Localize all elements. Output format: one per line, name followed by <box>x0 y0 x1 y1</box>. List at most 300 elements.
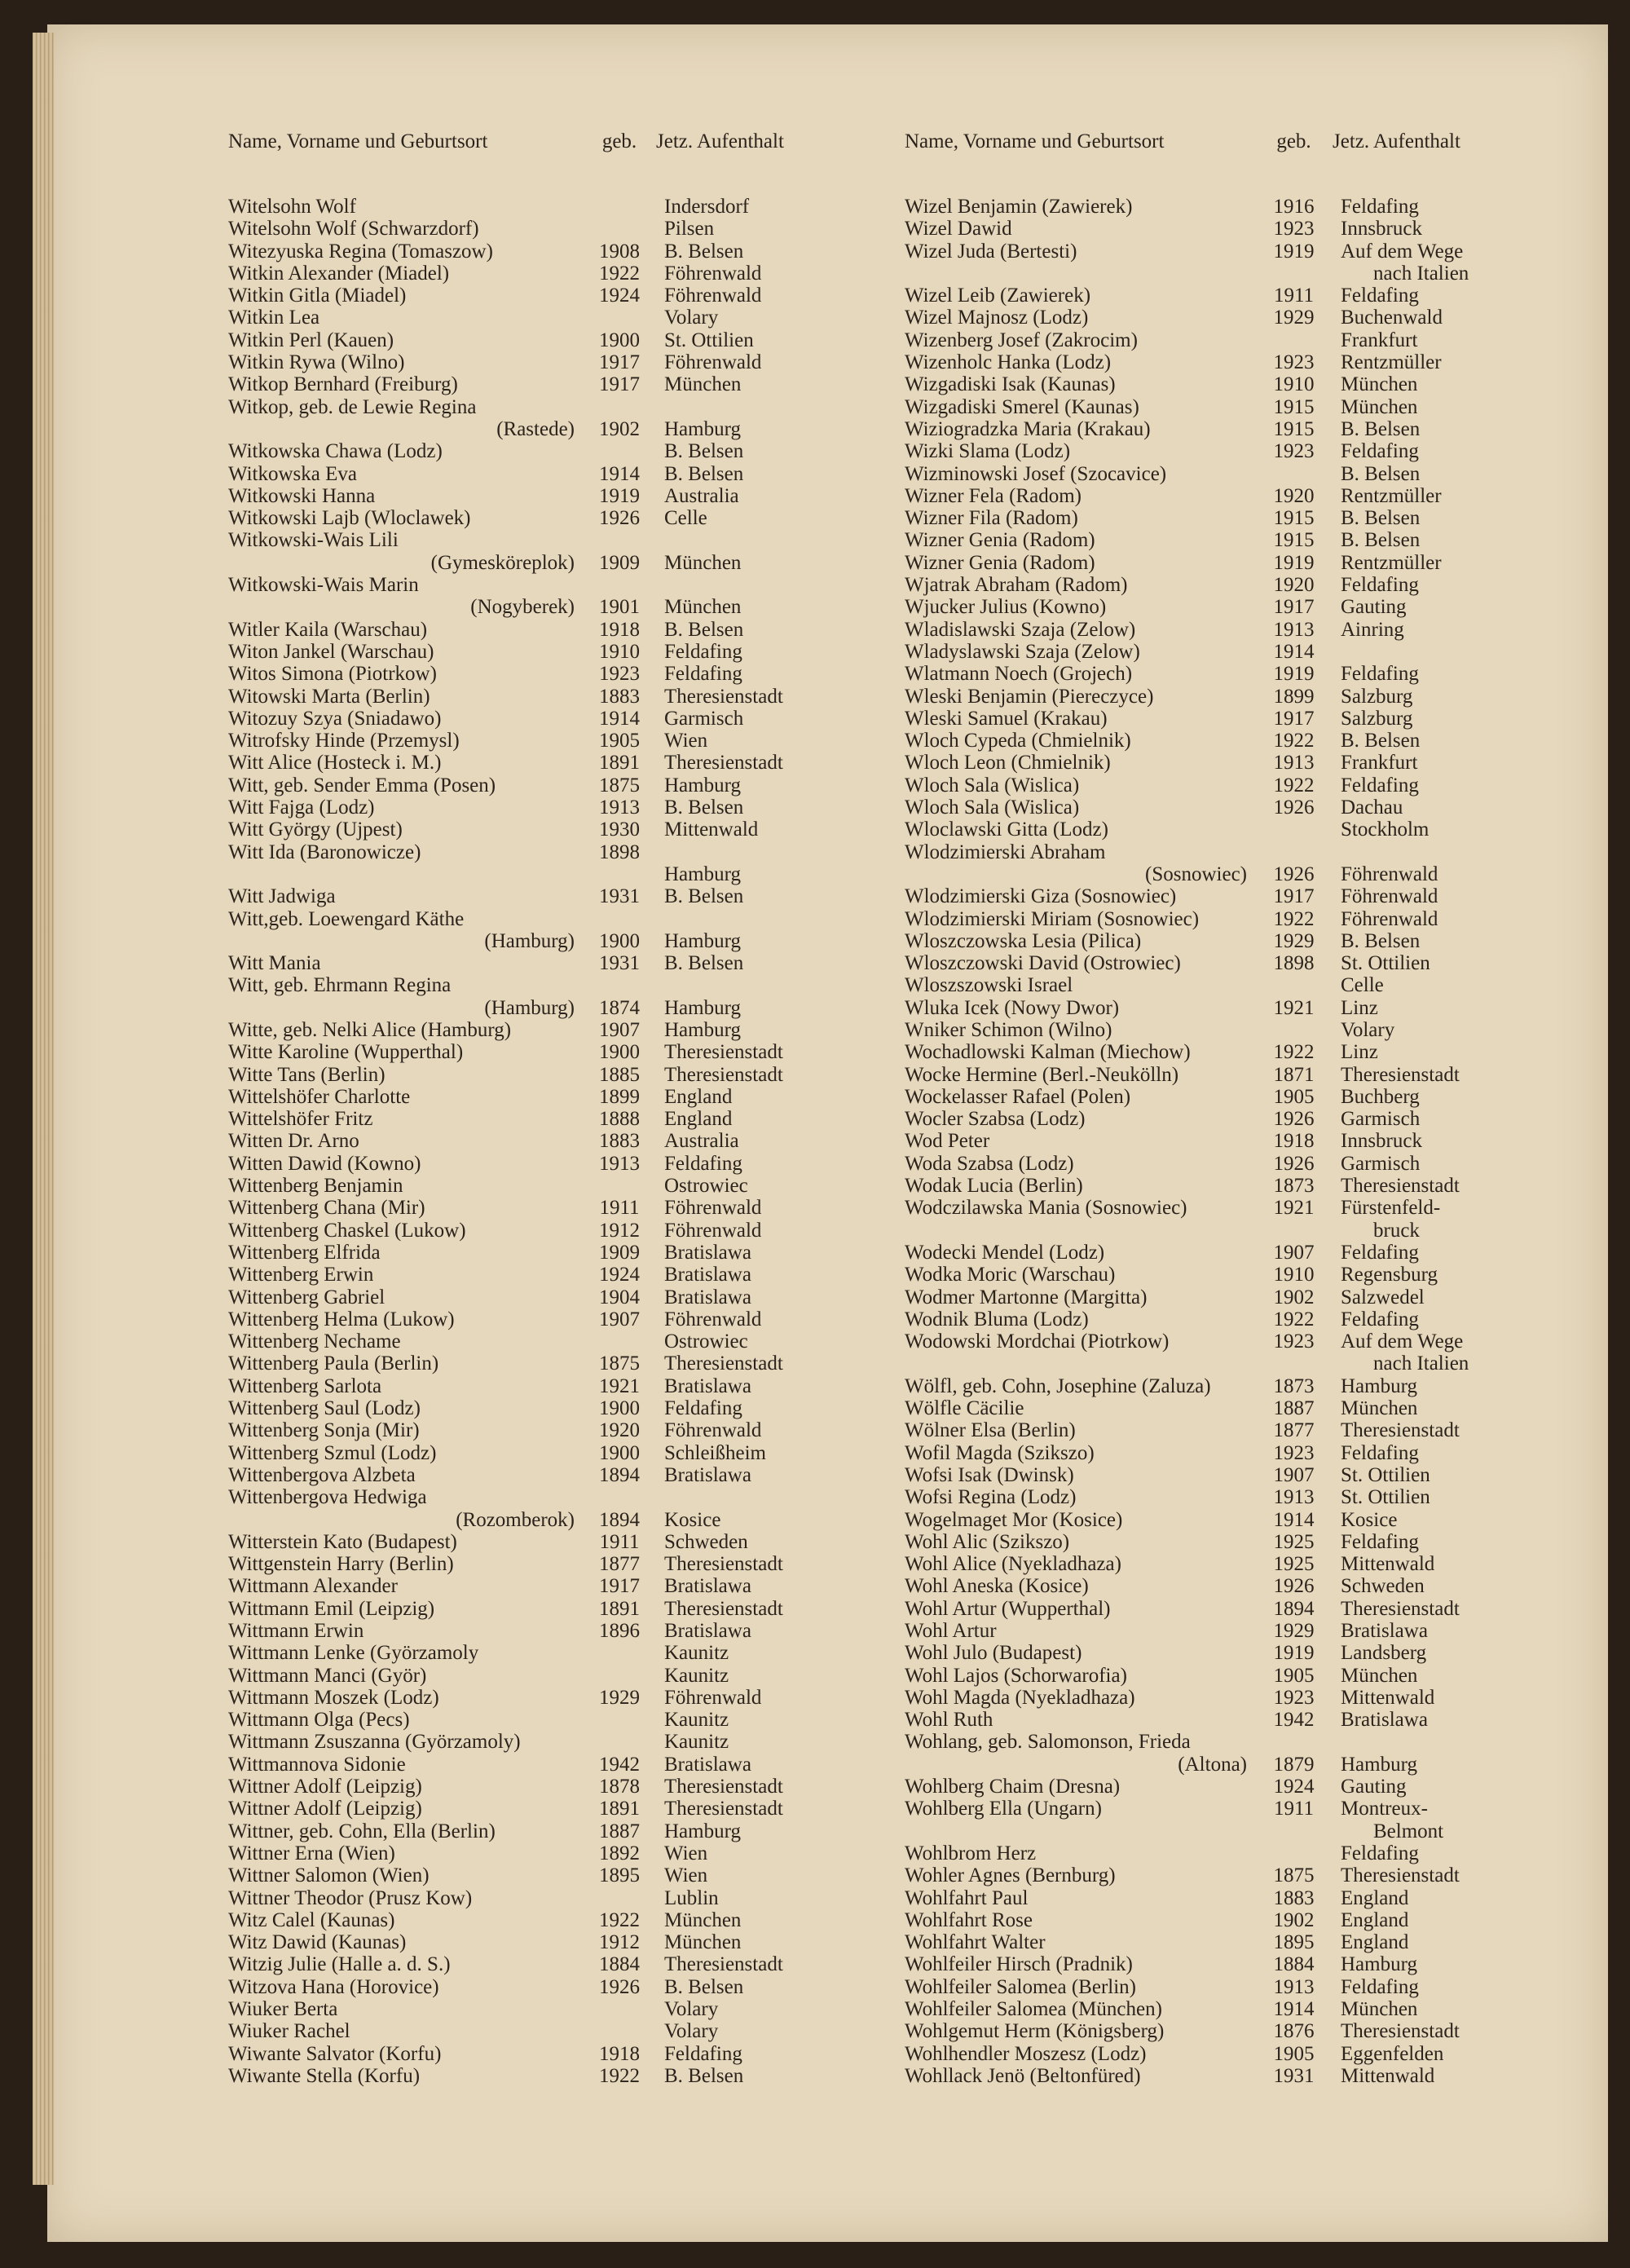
entry-name-text: Wohl Magda (Nyekladhaza) <box>905 1686 1135 1709</box>
entry-residence <box>1333 819 1544 841</box>
entry-residence <box>656 2020 876 2042</box>
entry-residence-text: Wien <box>664 1842 708 1864</box>
entry-name-text: Wittenbergova Alzbeta <box>228 1463 416 1486</box>
entry-name <box>200 1798 583 1820</box>
entry-name-text: Wockelasser Rafael (Polen) <box>905 1085 1131 1108</box>
entry-name <box>876 396 1255 418</box>
entry-born: 1898 <box>599 841 640 863</box>
entry-row <box>200 307 876 329</box>
entry-name-text: Wölner Elsa (Berlin) <box>905 1419 1076 1442</box>
entry-born: 1887 <box>1273 1397 1315 1420</box>
entry-name <box>200 1575 583 1597</box>
entry-row <box>876 1731 1544 1753</box>
entry-residence-text: nach Italien <box>1373 262 1469 285</box>
entry-name <box>876 1754 1255 1776</box>
entry-born <box>583 863 656 885</box>
entry-residence <box>656 1598 876 1620</box>
entry-row <box>876 1842 1544 1864</box>
entry-name-text: Wlatmann Noech (Grojech) <box>905 663 1133 686</box>
entry-name-text: Witz Dawid (Kaunas) <box>228 1931 407 1954</box>
entry-name-text: Wiwante Stella (Korfu) <box>228 2064 421 2087</box>
entry-residence-text: Feldafing <box>1341 1308 1419 1330</box>
entry-born: 1909 <box>599 551 640 574</box>
entry-residence <box>1333 1442 1544 1464</box>
entry-row <box>200 1953 876 1975</box>
entry-residence-text: München <box>664 373 742 396</box>
entry-born: 1923 <box>1273 351 1315 374</box>
entry-residence-text: Bratislawa <box>664 1374 751 1397</box>
entry-row <box>876 2043 1544 2065</box>
entry-name-text: Wodowski Mordchai (Piotrkow) <box>905 1330 1170 1353</box>
entry-row <box>200 1575 876 1597</box>
entry-born: 1942 <box>1273 1709 1315 1732</box>
entry-name-text: Wizel Majnosz (Lodz) <box>905 307 1089 329</box>
entry-residence <box>1333 1620 1544 1642</box>
entry-residence-text: Theresienstadt <box>664 1352 783 1375</box>
entry-residence <box>1333 1019 1544 1041</box>
entry-residence-text: Bratislawa <box>664 1753 751 1776</box>
entry-name-text: Wodak Lucia (Berlin) <box>905 1175 1083 1198</box>
entry-name <box>200 263 583 285</box>
entry-born: 1917 <box>599 1575 640 1598</box>
entry-residence <box>1333 841 1544 863</box>
entry-born: 1923 <box>1273 218 1315 240</box>
entry-name <box>876 574 1255 596</box>
entry-born: 1919 <box>1273 663 1315 686</box>
entry-residence <box>1333 1665 1544 1687</box>
entry-name-text: Wluka Icek (Nowy Dwor) <box>905 996 1120 1019</box>
entry-row <box>876 307 1544 329</box>
entry-name-text: Wjucker Julius (Kowno) <box>905 596 1107 619</box>
entry-name-text: Wohl Artur (Wupperthal) <box>905 1597 1111 1620</box>
entry-residence <box>656 1397 876 1419</box>
entry-residence <box>656 708 876 730</box>
entry-row <box>876 418 1544 440</box>
entry-residence-text: München <box>1341 1998 1418 2021</box>
entry-residence-text: Bratislawa <box>664 1264 751 1286</box>
entry-residence-text: Volary <box>664 2020 719 2043</box>
entry-name-text: Wohlgemut Herm (Königsberg) <box>905 2020 1165 2043</box>
entry-name-text: Wohl Alice (Nyekladhaza) <box>905 1553 1121 1576</box>
entry-name-text: Wocler Szabsa (Lodz) <box>905 1108 1086 1131</box>
entry-name-text: Wiwante Salvator (Korfu) <box>228 2042 442 2065</box>
entry-name-text: Wohlfeiler Salomea (München) <box>905 1998 1162 2021</box>
entry-residence <box>1333 1064 1544 1086</box>
entry-row <box>200 841 876 863</box>
entry-residence <box>656 1931 876 1953</box>
entry-residence-text: Bratislawa <box>1341 1620 1428 1642</box>
entry-row <box>876 730 1544 752</box>
entry-name <box>200 908 583 930</box>
entry-residence-text: Hamburg <box>664 774 741 796</box>
entry-residence <box>656 1864 876 1886</box>
entry-name <box>876 1731 1255 1753</box>
entry-row <box>876 1419 1544 1441</box>
entry-name-text: (Altona) <box>1178 1753 1247 1776</box>
entry-row <box>200 1197 876 1219</box>
entry-row <box>200 774 876 796</box>
entry-born <box>583 529 656 551</box>
entry-name <box>200 1041 583 1063</box>
entry-residence <box>1333 1153 1544 1175</box>
entry-residence <box>1333 285 1544 307</box>
entry-residence <box>1333 686 1544 708</box>
entry-name <box>200 351 583 373</box>
entry-born: 1917 <box>599 373 640 396</box>
entry-residence <box>656 1553 876 1575</box>
entry-residence <box>1333 930 1544 952</box>
entry-row <box>200 1798 876 1820</box>
entry-residence-text: Hamburg <box>664 1820 741 1842</box>
entry-residence <box>656 1308 876 1330</box>
entry-born: 1902 <box>599 417 640 440</box>
entry-name-text: Wloch Leon (Chmielnik) <box>905 752 1111 774</box>
entry-row <box>200 908 876 930</box>
entry-residence-text: Frankfurt <box>1341 329 1418 351</box>
entry-born: 1913 <box>599 796 640 819</box>
entry-name-text: Wodka Moric (Warschau) <box>905 1264 1116 1286</box>
entry-name-text: (Hamburg) <box>484 996 575 1019</box>
entry-name <box>200 440 583 462</box>
entry-name-text: Wittelshöfer Charlotte <box>228 1085 411 1108</box>
entry-name <box>200 619 583 641</box>
entry-born: 1894 <box>1273 1597 1315 1620</box>
entry-name <box>200 2043 583 2065</box>
entry-residence <box>656 930 876 952</box>
entry-name <box>876 1264 1255 1286</box>
entry-born: 1913 <box>1273 752 1315 774</box>
entry-name <box>876 1842 1255 1864</box>
entry-name <box>200 997 583 1019</box>
entry-name-text: Wohlberg Ella (Ungarn) <box>905 1798 1102 1820</box>
entry-residence <box>656 485 876 507</box>
entry-name <box>876 418 1255 440</box>
entry-residence <box>656 307 876 329</box>
entry-residence <box>1333 1397 1544 1419</box>
entry-born <box>1255 1220 1333 1242</box>
entry-name <box>876 1064 1255 1086</box>
entry-name-text: Witt Alice (Hosteck i. M.) <box>228 752 442 774</box>
entry-born: 1926 <box>599 507 640 530</box>
entry-residence-text: Kaunitz <box>664 1731 729 1754</box>
entry-row <box>200 351 876 373</box>
entry-row <box>200 485 876 507</box>
entry-row <box>876 841 1544 863</box>
entry-name-text: Wloch Sala (Wislica) <box>905 774 1080 796</box>
entry-born <box>583 2020 656 2042</box>
entry-row <box>200 1041 876 1063</box>
entry-row <box>200 1509 876 1531</box>
entry-name <box>876 507 1255 529</box>
entry-name-text: Wittner Theodor (Prusz Kow) <box>228 1886 473 1909</box>
entry-residence <box>656 329 876 351</box>
entry-row <box>200 396 876 418</box>
entry-born: 1871 <box>1273 1063 1315 1086</box>
entry-name-text: Witkin Perl (Kauen) <box>228 329 394 351</box>
entry-name-text: Wittmann Olga (Pecs) <box>228 1709 410 1732</box>
entry-residence <box>1333 574 1544 596</box>
entry-row <box>876 774 1544 796</box>
entry-name <box>200 285 583 307</box>
entry-residence-text: Theresienstadt <box>664 685 783 708</box>
entry-name-text: Witkowski Hanna <box>228 484 376 507</box>
entry-name-text: Witos Simona (Piotrkow) <box>228 663 437 686</box>
entry-residence <box>656 663 876 685</box>
entry-residence-text: Bratislawa <box>1341 1709 1428 1732</box>
left-entry-list <box>200 196 876 2087</box>
entry-born: 1929 <box>1273 1620 1315 1642</box>
entry-row <box>876 1820 1544 1842</box>
entry-row <box>876 1464 1544 1486</box>
entry-name-text: Wohl Aneska (Kosice) <box>905 1575 1089 1598</box>
entry-born: 1931 <box>1273 2064 1315 2087</box>
entry-born: 1905 <box>1273 2042 1315 2065</box>
entry-name <box>200 329 583 351</box>
entry-row <box>876 1242 1544 1264</box>
entry-row <box>876 1887 1544 1909</box>
entry-residence-text: Feldafing <box>664 2042 742 2065</box>
entry-row <box>200 1665 876 1687</box>
entry-residence <box>656 1798 876 1820</box>
entry-born: 1894 <box>599 1463 640 1486</box>
entry-born: 1926 <box>599 1975 640 1998</box>
entry-residence-text: Theresienstadt <box>1341 1864 1460 1887</box>
entry-residence-text: Feldafing <box>1341 1441 1419 1464</box>
entry-residence-text: Landsberg <box>1341 1642 1427 1665</box>
entry-row <box>200 2065 876 2087</box>
entry-name-text: Wodnik Bluma (Lodz) <box>905 1308 1089 1330</box>
entry-residence-text: B. Belsen <box>664 796 744 819</box>
entry-name-text: Witt Fajga (Lodz) <box>228 796 375 819</box>
entry-row <box>200 930 876 952</box>
entry-born: 1910 <box>1273 1264 1315 1286</box>
entry-row <box>876 1709 1544 1731</box>
entry-name-text: Wittmann Lenke (Györzamoly <box>228 1642 479 1665</box>
entry-residence-text: Feldafing <box>1341 1241 1419 1264</box>
entry-residence-text: St. Ottilien <box>1341 1486 1430 1509</box>
entry-born: 1919 <box>599 484 640 507</box>
entry-row <box>200 885 876 907</box>
entry-name <box>876 730 1255 752</box>
entry-name <box>200 2020 583 2042</box>
entry-born: 1921 <box>599 1374 640 1397</box>
entry-born: 1892 <box>599 1842 640 1864</box>
entry-residence-text: England <box>664 1085 733 1108</box>
entry-name <box>876 1776 1255 1798</box>
entry-residence-text: Australia <box>664 484 739 507</box>
entry-residence-text: Ainring <box>1341 618 1404 641</box>
entry-born: 1884 <box>599 1953 640 1976</box>
entry-name-text: Witkowski-Wais Lili <box>228 529 399 552</box>
entry-name <box>200 1330 583 1352</box>
entry-name-text: Wittenberg Helma (Lukow) <box>228 1308 455 1330</box>
entry-name-text: Wohlfeiler Hirsch (Pradnik) <box>905 1953 1133 1976</box>
entry-name <box>200 686 583 708</box>
entry-name-text: Wiuker Berta <box>228 1998 338 2021</box>
entry-residence <box>656 796 876 819</box>
entry-name-text: Witrofsky Hinde (Przemysl) <box>228 730 460 752</box>
entry-name-text: Wjatrak Abraham (Radom) <box>905 574 1128 597</box>
entry-residence-text: Volary <box>664 307 719 329</box>
entry-name <box>200 574 583 596</box>
entry-residence <box>1333 218 1544 240</box>
entry-name-text: Wod Peter <box>905 1130 990 1153</box>
entry-row <box>876 641 1544 663</box>
entry-residence <box>656 1264 876 1286</box>
entry-residence <box>1333 596 1544 618</box>
entry-born <box>583 974 656 996</box>
entry-residence <box>656 686 876 708</box>
entry-residence-text: Schweden <box>664 1530 748 1553</box>
entry-row <box>200 1419 876 1441</box>
entry-residence-text: Pilsen <box>664 218 715 240</box>
entry-born <box>583 396 656 418</box>
entry-residence-text: Föhrenwald <box>664 1308 762 1330</box>
entry-name <box>876 440 1255 462</box>
entry-row <box>876 1352 1544 1374</box>
entry-residence <box>656 2065 876 2087</box>
entry-name-text: (Rastede) <box>496 417 575 440</box>
entry-residence-text: Volary <box>1341 1018 1395 1041</box>
entry-residence-text: Feldafing <box>1341 663 1419 686</box>
entry-born: 1900 <box>599 1041 640 1064</box>
entry-residence-text: Rentzmüller <box>1341 551 1442 574</box>
entry-name <box>876 1397 1255 1419</box>
entry-residence-text: Kaunitz <box>664 1664 729 1687</box>
entry-residence <box>656 997 876 1019</box>
entry-name <box>200 819 583 841</box>
entry-residence <box>656 1509 876 1531</box>
entry-name <box>200 1220 583 1242</box>
entry-row <box>200 708 876 730</box>
entry-row <box>200 196 876 218</box>
entry-born <box>583 1709 656 1731</box>
entry-name <box>876 1887 1255 1909</box>
entry-row <box>876 552 1544 574</box>
entry-name <box>876 819 1255 841</box>
entry-residence <box>1333 1887 1544 1909</box>
entry-born: 1922 <box>1273 730 1315 752</box>
entry-row <box>200 373 876 395</box>
entry-residence-text: Föhrenwald <box>664 262 762 285</box>
entry-name <box>200 1864 583 1886</box>
entry-name-text: Witt Mania <box>228 952 321 975</box>
entry-residence <box>1333 1130 1544 1152</box>
entry-born <box>1255 1352 1333 1374</box>
entry-name-text: Witkowski Lajb (Wloclawek) <box>228 507 471 530</box>
entry-residence-text: Feldafing <box>664 663 742 686</box>
entry-born: 1926 <box>1273 863 1315 885</box>
entry-name-text: (Rozomberok) <box>456 1508 575 1531</box>
entry-row <box>876 485 1544 507</box>
entry-name <box>200 1665 583 1687</box>
header-born: geb. <box>1276 130 1311 152</box>
entry-name-text: Wloszszowski Israel <box>905 974 1073 997</box>
entry-residence <box>1333 1352 1544 1374</box>
entry-residence <box>656 1998 876 2020</box>
entry-residence <box>656 285 876 307</box>
header-born: geb. <box>601 130 637 152</box>
entry-residence <box>1333 1242 1544 1264</box>
entry-residence-text: B. Belsen <box>1341 462 1421 485</box>
entry-residence <box>1333 1575 1544 1597</box>
entry-born: 1923 <box>599 663 640 686</box>
entry-name <box>200 930 583 952</box>
entry-residence-text: Linz <box>1341 996 1378 1019</box>
entry-name <box>200 1286 583 1308</box>
entry-residence-text: nach Italien <box>1373 1352 1469 1375</box>
entry-name <box>200 1709 583 1731</box>
entry-born: 1879 <box>1273 1753 1315 1776</box>
entry-born: 1910 <box>1273 373 1315 396</box>
entry-name-text: Wittner, geb. Cohn, Ella (Berlin) <box>228 1820 496 1842</box>
entry-residence-text: Salzwedel <box>1341 1286 1425 1308</box>
entry-row <box>876 1687 1544 1709</box>
entry-residence-text: Hamburg <box>664 996 741 1019</box>
entry-born: 1917 <box>1273 596 1315 619</box>
entry-name <box>200 529 583 551</box>
entry-name-text: Wittmann Manci (Györ) <box>228 1664 427 1687</box>
entry-row <box>876 1665 1544 1687</box>
entry-residence <box>656 1620 876 1642</box>
entry-name <box>200 1909 583 1931</box>
entry-residence-text: Theresienstadt <box>664 1798 783 1820</box>
left-column-header <box>200 130 876 163</box>
entry-born: 1922 <box>1273 774 1315 796</box>
entry-residence <box>1333 507 1544 529</box>
entry-name-text: Wittenberg Szmul (Lodz) <box>228 1441 437 1464</box>
entry-row <box>200 1709 876 1731</box>
entry-name-text: Witt György (Ujpest) <box>228 819 403 841</box>
entry-residence-text: Gauting <box>1341 1776 1407 1798</box>
entry-residence-text: Feldafing <box>664 1152 742 1175</box>
entry-residence <box>1333 1197 1544 1219</box>
entry-born: 1905 <box>1273 1664 1315 1687</box>
entry-born: 1920 <box>599 1419 640 1442</box>
entry-row <box>200 730 876 752</box>
entry-born <box>583 1665 656 1687</box>
entry-residence <box>656 351 876 373</box>
entry-residence-text: Hamburg <box>1341 1753 1417 1776</box>
entry-residence-text: München <box>1341 373 1418 396</box>
entry-residence <box>1333 1220 1544 1242</box>
entry-name-text: Wittenberg Erwin <box>228 1264 374 1286</box>
entry-born <box>1255 841 1333 863</box>
entry-name <box>200 952 583 974</box>
entry-name-text: Wlodzimierski Abraham <box>905 841 1106 863</box>
entry-born: 1905 <box>599 730 640 752</box>
entry-residence <box>1333 1264 1544 1286</box>
entry-name <box>876 841 1255 863</box>
entry-name-text: Wittner Erna (Wien) <box>228 1842 395 1864</box>
entry-row <box>200 418 876 440</box>
entry-name-text: Wittner Adolf (Leipzig) <box>228 1776 422 1798</box>
entry-row <box>876 285 1544 307</box>
entry-row <box>876 1130 1544 1152</box>
entry-name-text: Woda Szabsa (Lodz) <box>905 1152 1074 1175</box>
entry-residence <box>656 1731 876 1753</box>
entry-row <box>876 1953 1544 1975</box>
entry-residence-text: Feldafing <box>1341 774 1419 796</box>
entry-name <box>200 730 583 752</box>
entry-residence-text: Bratislawa <box>664 1463 751 1486</box>
header-name: Name, Vorname und Geburtsort <box>228 130 488 152</box>
entry-name-text: Wohlbrom Herz <box>905 1842 1037 1864</box>
entry-born: 1925 <box>1273 1553 1315 1576</box>
entry-name-text: Witozuy Szya (Sniadawo) <box>228 707 442 730</box>
entry-name-text: Wleski Samuel (Krakau) <box>905 707 1108 730</box>
entry-born <box>1255 819 1333 841</box>
